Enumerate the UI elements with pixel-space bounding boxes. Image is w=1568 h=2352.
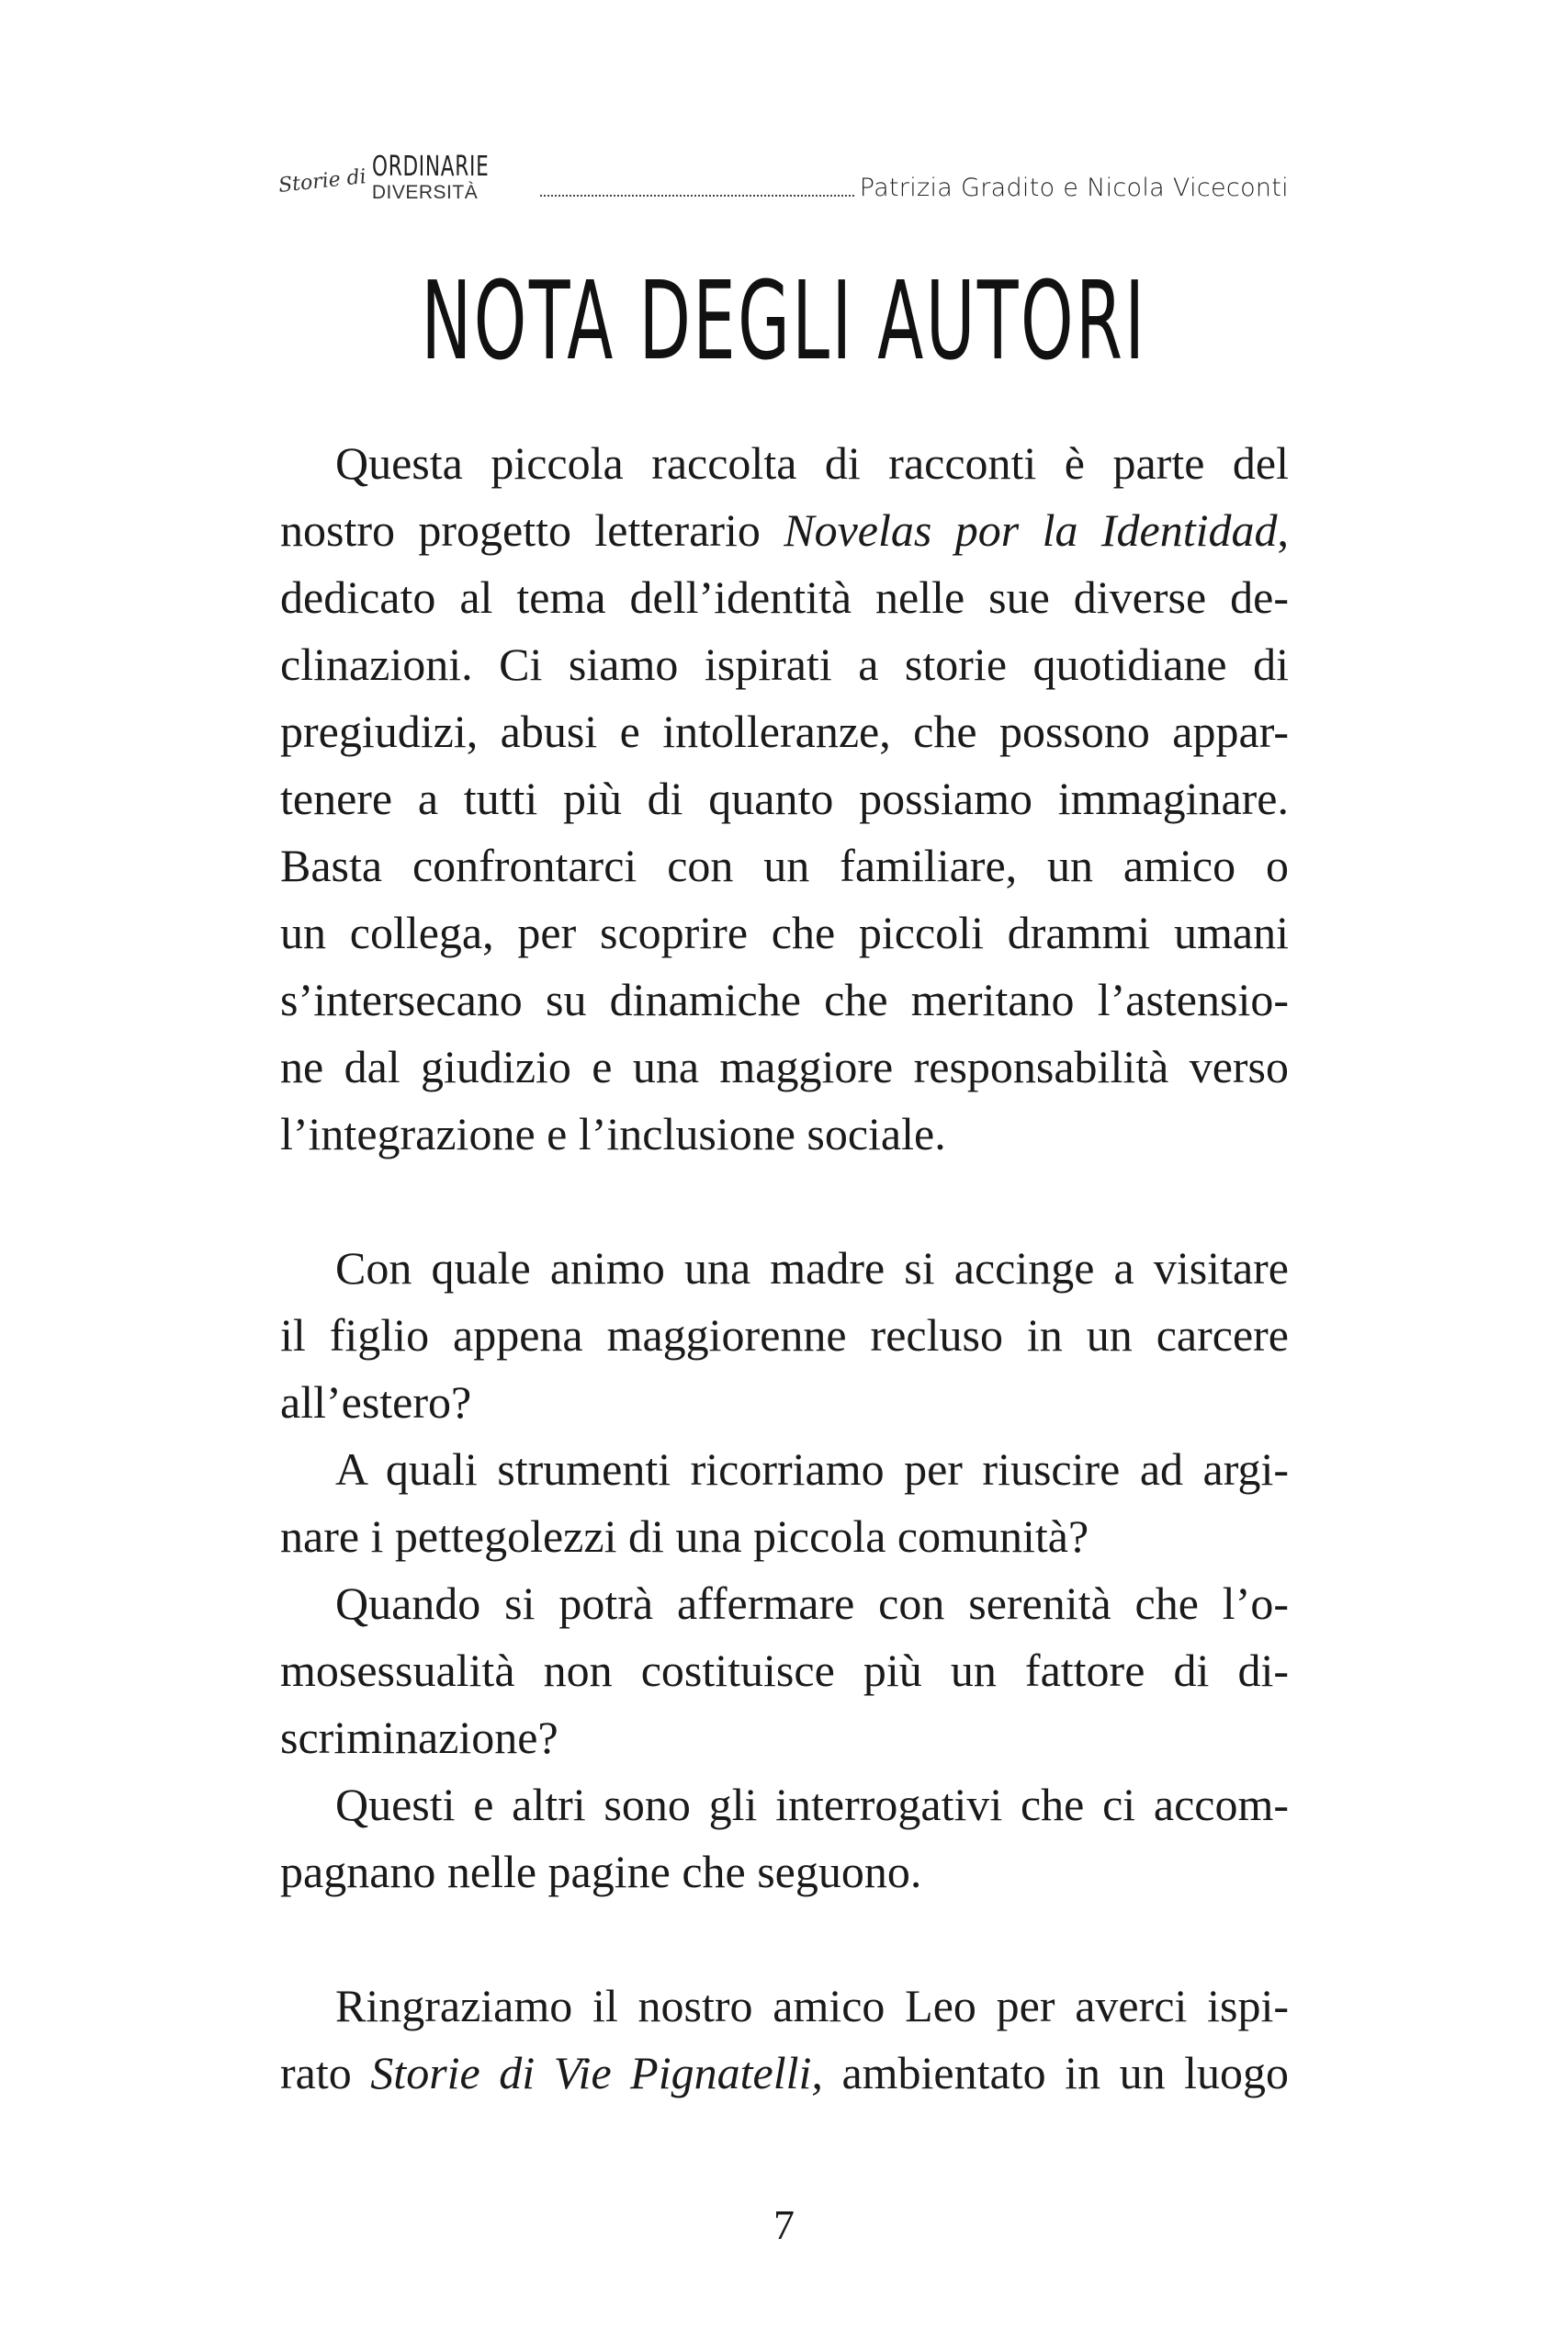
text-line: l’integrazione e l’inclusione sociale. (280, 1108, 946, 1159)
header-dotted-leader (540, 195, 854, 197)
body-text (280, 430, 1289, 2107)
paragraph-gap (280, 1168, 1289, 1235)
text-line: Con quale animo una madre si accinge a visitare (335, 1242, 1289, 1294)
text-line: un collega, per scoprire che piccoli drammi umani (280, 907, 1289, 958)
text-span: rato (280, 2047, 371, 2098)
text-line: il figlio appena maggiorenne recluso in un carcere (280, 1309, 1289, 1361)
text-line: scriminazione? (280, 1712, 558, 1763)
text-line: mosessualità non costituisce più un fattore di di- (280, 1645, 1289, 1696)
header-authors: Patrizia Gradito e Nicola Viceconti (859, 174, 1289, 202)
text-line: s’intersecano su dinamiche che meritano l’astensio- (280, 974, 1289, 1025)
story-title-italic: Storie di Vie Pignatelli, (370, 2047, 823, 2098)
text-line: Basta confrontarci con un familiare, un amico o (280, 840, 1289, 891)
text-line (280, 2040, 1289, 2107)
text-line: all’estero? (280, 1376, 472, 1428)
series-logo-top: ORDINARIE (371, 151, 490, 183)
page-number: 7 (773, 2201, 795, 2248)
text-line: pagnano nelle pagine che seguono. (280, 1846, 922, 1897)
series-logo-bottom: DIVERSITÀ (371, 182, 479, 203)
running-header (278, 129, 1289, 202)
chapter-title: NOTA DEGLI AUTORI (421, 257, 1147, 384)
text-line: ne dal giudizio e una maggiore responsabilità verso (280, 1041, 1289, 1092)
text-span: , (1277, 504, 1289, 556)
text-span: ambientato in un luogo (822, 2047, 1290, 2098)
series-logo (278, 153, 535, 202)
text-line: Quando si potrà affermare con serenità che l’o- (335, 1577, 1289, 1629)
text-line: pregiudizi, abusi e intolleranze, che possono appar- (280, 706, 1289, 757)
text-line: Ringraziamo il nostro amico Leo per averci ispi- (335, 1980, 1289, 2031)
text-line: tenere a tutti più di quanto possiamo immaginare. (280, 773, 1289, 824)
text-line: Questi e altri sono gli interrogativi che ci accom- (335, 1779, 1289, 1830)
text-line: nare i pettegolezzi di una piccola comunità? (280, 1510, 1089, 1562)
series-logo-stack (372, 153, 535, 202)
text-line: dedicato al tema dell’identità nelle sue diverse de- (280, 571, 1289, 623)
text-line (280, 497, 1289, 564)
text-line: clinazioni. Ci siamo ispirati a storie quotidiane di (280, 639, 1289, 690)
text-line: A quali strumenti ricorriamo per riuscire ad argi- (335, 1443, 1289, 1495)
text-span: nostro progetto letterario (280, 504, 784, 556)
series-logo-script: Storie di (276, 165, 367, 198)
paragraph-gap (280, 1905, 1289, 1973)
text-line: Questa piccola raccolta di racconti è parte del (335, 437, 1289, 489)
book-title-italic: Novelas por la Identidad (784, 504, 1278, 556)
